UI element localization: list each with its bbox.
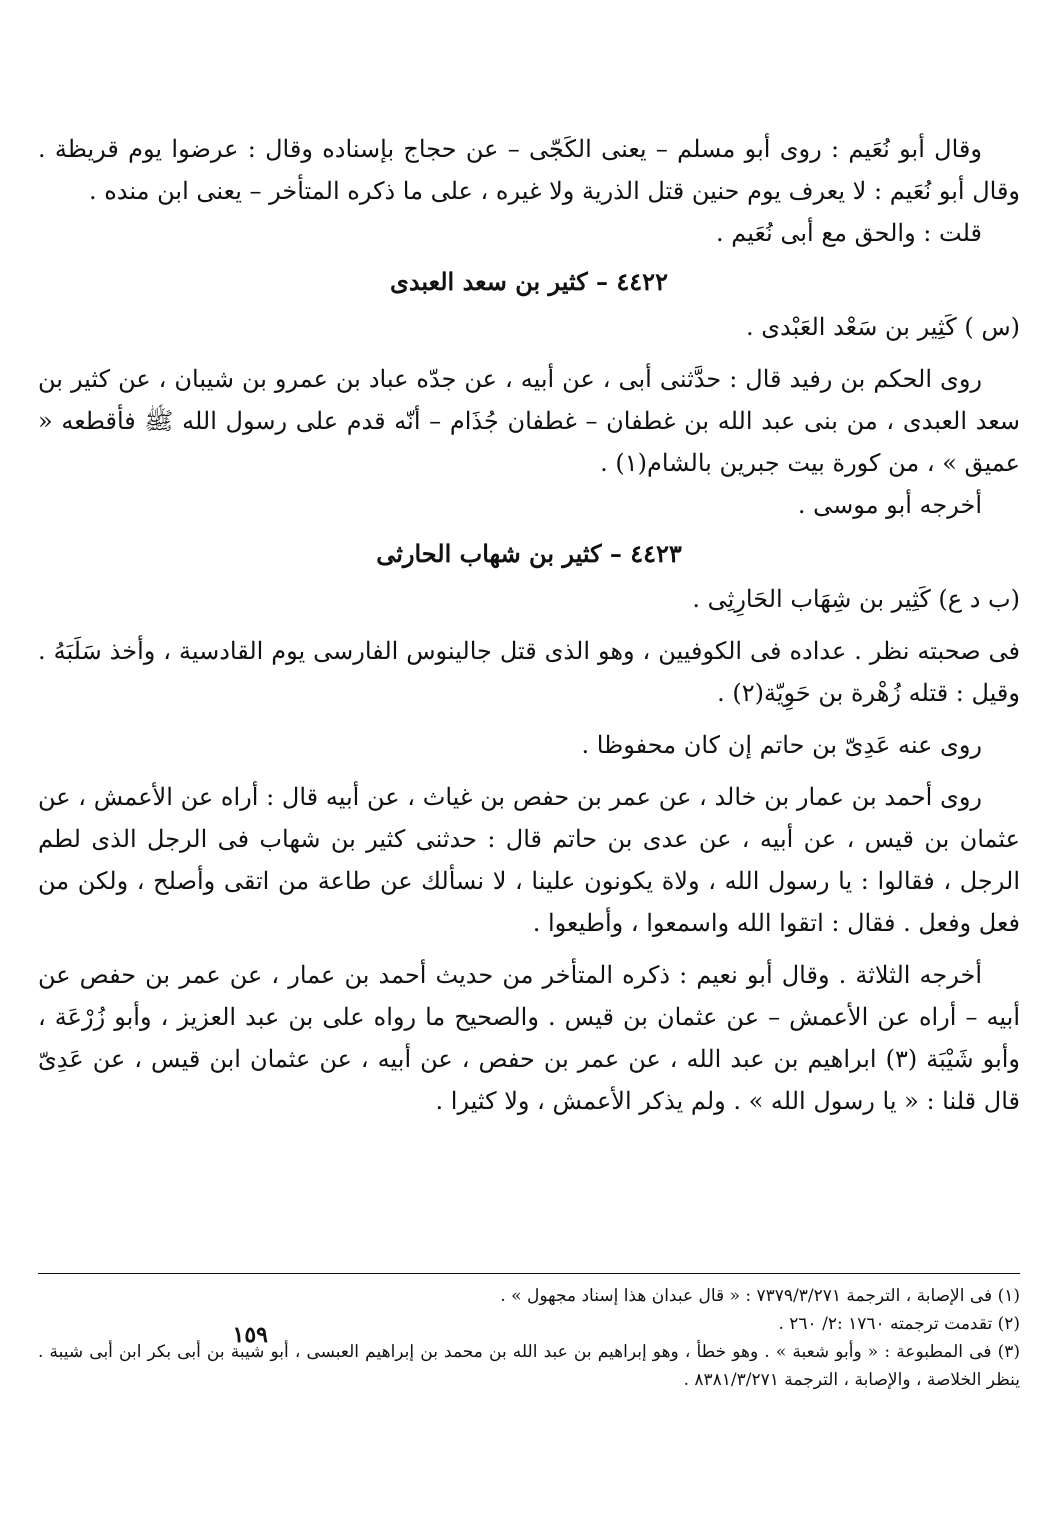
entry-4422-narration: روى الحكم بن رفيد قال : حدَّثنى أبى ، عن أبيه ، عن جدّه عباد بن عمرو بن شيبان ، عن كثير بن سعد العبدى ، من بنى عبد الله بن غطفان – غطفان جُذَام – أنّه قدم على رسول الله ﷺ فأقطعه « عميق » ، من كورة بيت جبرين بالشام(١) . [38, 365, 1020, 477]
entry-4423-hadith: روى أحمد بن عمار بن خالد ، عن عمر بن حفص بن غياث ، عن أبيه قال : أراه عن الأعمش ، عن عثمان بن قيس ، عن أبيه ، عن عدى بن حاتم قال : حدثنى كثير بن شهاب فى الرجل الذى لطم الرجل ، فقالوا : يا رسول الله ، ولاة يكونون علينا ، لا نسألك عن طاعة من اتقى وأصلح ، ولكن من فعل وفعل . فقال : اتقوا الله واسمعوا ، وأطيعوا . [38, 783, 1020, 937]
entry-4422-source: أخرجه أبو موسى . [797, 491, 982, 519]
entry-4422-name-line: (س ) كَثِير بن سَعْد العَبْدى . [746, 313, 1020, 341]
paragraph-abu-nuaym: وقال أبو نُعَيم : روى أبو مسلم – يعنى الكَجّى – عن حجاج بإسناده وقال : عرضوا يوم قريظة . وقال أبو نُعَيم : لا يعرف يوم حنين قتل الذرية ولا غيره ، على ما ذكره المتأخر – يعنى ابن منده . [38, 135, 1020, 205]
entry-4423-name-line: (ب د ع) كَثِير بن شِهَاب الحَارِثِى . [692, 585, 1020, 613]
footnotes [38, 1273, 1020, 1394]
entry-4423-takhrij: أخرجه الثلاثة . وقال أبو نعيم : ذكره المتأخر من حديث أحمد بن عمار ، عن عمر بن حفص عن أبيه – أراه عن الأعمش – عن عثمان بن قيس . والصحيح ما رواه على بن عبد العزيز ، وأبو زُرْعَة ، وأبو شَيْبَة (٣) ابراهيم بن عبد الله ، عن عمر بن حفص ، عن أبيه ، عن عثمان ابن قيس ، عن عَدِىّ قال قلنا : « يا رسول الله » . ولم يذكر الأعمش ، ولا كثيرا . [38, 961, 1021, 1115]
footnote-3: (٣) فى المطبوعة : « وأبو شعبة » . وهو خطأ ، وهو إبراهيم بن عبد الله بن محمد بن إبراهيم العبسى ، أبو شيبة بن أبى بكر ابن أبى شيبة . ينظر الخلاصة ، والإصابة ، الترجمة ٨٣٨١/٣/٢٧١ . [38, 1342, 1021, 1390]
entry-4423-companionship: فى صحبته نظر . عداده فى الكوفيين ، وهو الذى قتل جالينوس الفارسى يوم القادسية ، وأخذ سَلَبَهُ . وقيل : قتله زُهْرة بن حَوِيّة(٢) . [38, 637, 1020, 707]
entry-heading-4423: ٤٤٢٣ – كثير بن شهاب الحارثى [376, 539, 682, 568]
footnote-2: (٢) تقدمت ترجمته ١٧٦٠ :٢/ ٢٦٠ . [778, 1314, 1020, 1334]
entry-4423-adi-narration: روى عنه عَدِىّ بن حاتم إن كان محفوظا . [581, 731, 982, 759]
paragraph-qultu: قلت : والحق مع أبى نُعَيم . [715, 219, 982, 247]
page-number: ١٥٩ [232, 1322, 268, 1348]
page-body [38, 128, 1020, 1530]
footnote-1: (١) فى الإصابة ، الترجمة ٧٣٧٩/٣/٢٧١ : « قال عبدان هذا إسناد مجهول » . [500, 1286, 1020, 1306]
entry-heading-4422: ٤٤٢٢ – كثير بن سعد العبدى [390, 267, 668, 296]
